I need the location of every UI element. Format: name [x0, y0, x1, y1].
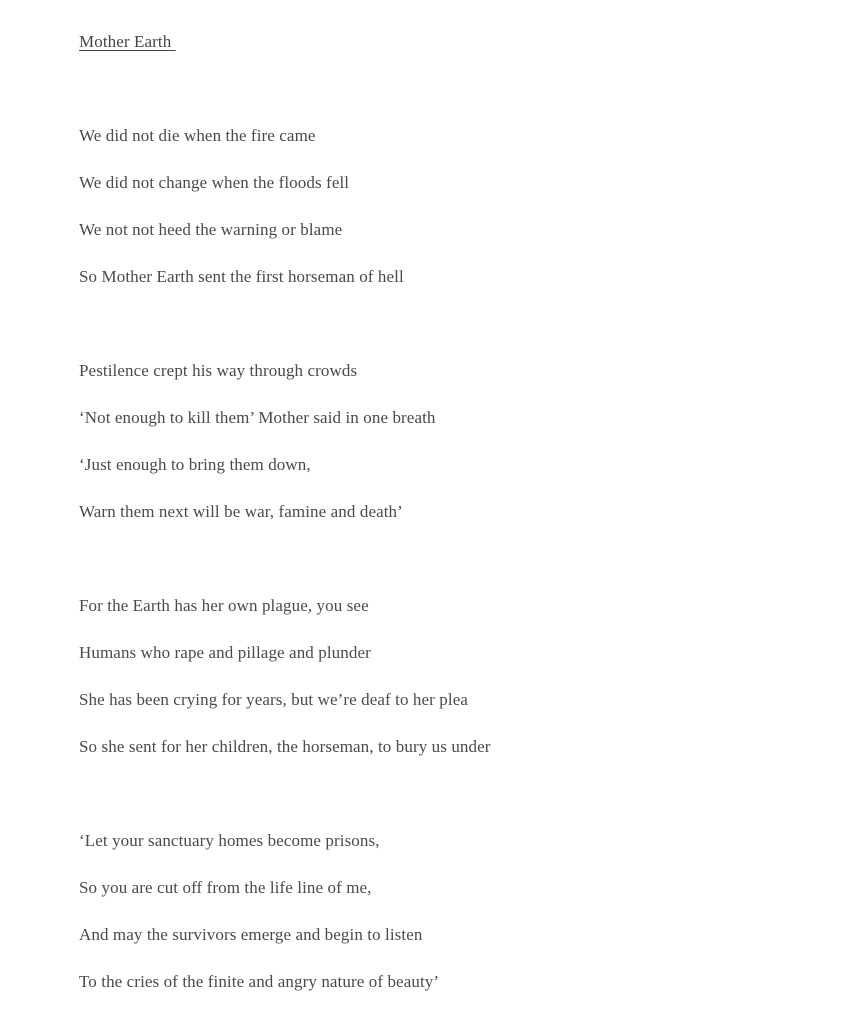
blank-line — [79, 770, 813, 817]
poem-line: Humans who rape and pillage and plunder — [79, 643, 371, 662]
poem-line: She has been crying for years, but we’re deaf to her plea — [79, 690, 468, 709]
blank-line — [79, 65, 813, 112]
poem-title: Mother Earth — [79, 32, 176, 51]
poem-line: ‘Not enough to kill them’ Mother said in one breath — [79, 408, 436, 427]
poem-line: Pestilence crept his way through crowds — [79, 361, 358, 380]
poem-line: We did not die when the fire came — [79, 126, 316, 145]
poem-line: So you are cut off from the life line of me, — [79, 878, 372, 897]
poem-line: So she sent for her children, the horseman, to bury us under — [79, 737, 491, 756]
poem-line: So Mother Earth sent the first horseman of hell — [79, 267, 404, 286]
blank-line — [79, 300, 813, 347]
blank-line — [79, 535, 813, 582]
poem-line: ‘Just enough to bring them down, — [79, 455, 311, 474]
poem-line: And may the survivors emerge and begin to listen — [79, 925, 423, 944]
poem-line: We did not change when the floods fell — [79, 173, 350, 192]
poem-line: ‘Let your sanctuary homes become prisons, — [79, 831, 380, 850]
poem-line: To the cries of the finite and angry nature of beauty’ — [79, 972, 440, 991]
poem-line: For the Earth has her own plague, you see — [79, 596, 369, 615]
poem-line: Warn them next will be war, famine and death’ — [79, 502, 403, 521]
poem-line: We not not heed the warning or blame — [79, 220, 343, 239]
